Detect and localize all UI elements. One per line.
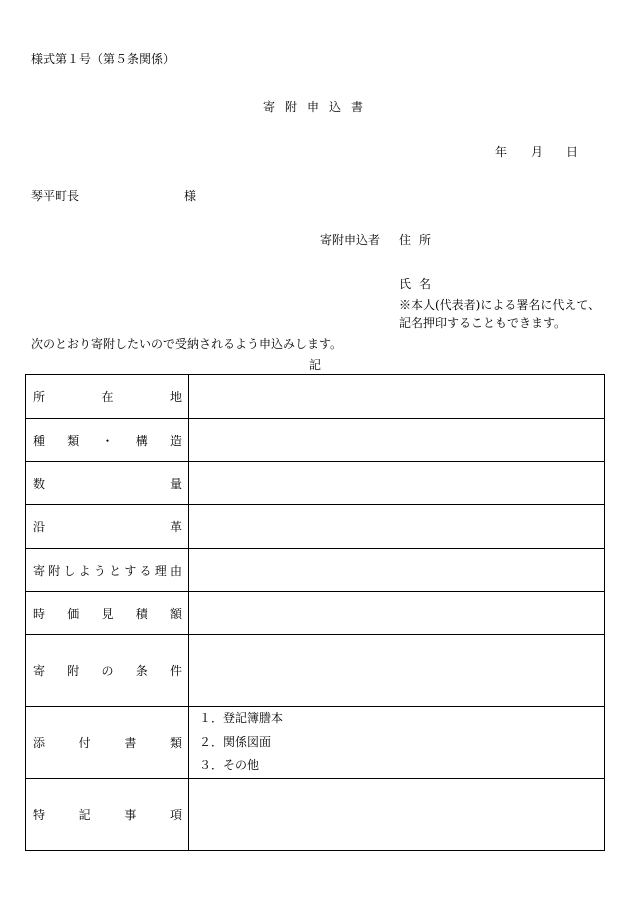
- row-label-history: [33, 518, 182, 535]
- label-char: 量: [169, 476, 182, 491]
- signature-note-line-2: 記名押印することもできます。: [399, 316, 567, 330]
- row-label-special-notes: [33, 806, 182, 823]
- table-row-special-notes: [26, 778, 605, 850]
- label-char: う: [93, 563, 106, 578]
- label-char: 所: [33, 390, 46, 404]
- row-label-reason: [33, 562, 182, 579]
- label-char: 付: [78, 735, 91, 750]
- table-row-type-structure: [26, 419, 605, 462]
- label-char: 価: [67, 606, 80, 621]
- addressee-name: 琴平町長: [31, 189, 80, 203]
- quantity-field[interactable]: [189, 462, 605, 505]
- label-char: 構: [135, 433, 148, 448]
- label-char: す: [124, 563, 137, 578]
- special-notes-field[interactable]: [189, 778, 605, 850]
- row-label-cell: [26, 592, 189, 635]
- label-char: 造: [169, 433, 182, 448]
- row-label-market-value: [33, 605, 182, 622]
- label-char: 時: [33, 606, 46, 621]
- table-row-quantity: [26, 462, 605, 505]
- label-char: 事: [124, 807, 137, 822]
- label-char: 条: [135, 664, 148, 678]
- table-row-reason: [26, 549, 605, 592]
- row-label-location: [33, 388, 182, 405]
- applicant-label: 寄附申込者: [320, 233, 381, 247]
- label-char: 地: [169, 390, 182, 404]
- label-char: 在: [101, 390, 114, 404]
- label-char: ・: [101, 433, 114, 448]
- row-label-cell: [26, 778, 189, 850]
- label-char: 書: [124, 735, 137, 750]
- date-day-label: 日: [566, 145, 579, 159]
- row-label-cell: [26, 707, 189, 779]
- record-label: 記: [309, 358, 322, 372]
- conditions-field[interactable]: [189, 635, 605, 707]
- label-char: 寄: [33, 563, 46, 578]
- label-char: し: [63, 563, 76, 578]
- label-char: の: [101, 664, 114, 678]
- address-label: 住所: [399, 233, 440, 247]
- label-char: よ: [78, 563, 91, 578]
- label-char: 革: [169, 520, 182, 534]
- label-char: と: [109, 563, 122, 578]
- label-char: 由: [169, 563, 182, 578]
- label-char: 理: [154, 563, 167, 578]
- row-label-cell: [26, 635, 189, 707]
- row-label-cell: [26, 419, 189, 462]
- label-char: 特: [33, 807, 46, 822]
- row-label-attachments: [33, 734, 182, 751]
- label-char: 件: [169, 664, 182, 678]
- label-char: 見: [101, 606, 114, 621]
- type-structure-field[interactable]: [189, 419, 605, 462]
- label-char: 寄: [33, 664, 46, 678]
- row-label-type-structure: [33, 432, 182, 449]
- label-char: る: [139, 563, 152, 578]
- name-label: 氏名: [399, 277, 440, 291]
- label-char: 沿: [33, 520, 46, 534]
- table-row-location: [26, 375, 605, 419]
- donation-details-table: [25, 374, 605, 851]
- addressee-honorific: 様: [184, 189, 197, 203]
- attachment-item: ２．関係図面: [199, 734, 272, 749]
- table-row-market-value: [26, 592, 605, 635]
- form-title: 寄附申込書: [263, 100, 374, 114]
- row-label-cell: [26, 505, 189, 549]
- table-row-attachments: [26, 707, 605, 779]
- row-label-cell: [26, 375, 189, 419]
- form-number: 様式第１号（第５条関係）: [31, 52, 176, 66]
- label-char: 積: [135, 606, 148, 621]
- label-char: 数: [33, 476, 46, 491]
- label-char: 額: [169, 606, 182, 621]
- row-label-cell: [26, 462, 189, 505]
- label-char: 添: [33, 735, 46, 750]
- label-char: 項: [169, 807, 182, 822]
- date-month-label: 月: [531, 145, 544, 159]
- attachments-list: [189, 707, 605, 779]
- attachment-item: ３．その他: [199, 758, 260, 772]
- label-char: 附: [48, 563, 61, 578]
- location-field[interactable]: [189, 375, 605, 419]
- table-row-history: [26, 505, 605, 549]
- label-char: 類: [67, 433, 80, 448]
- table-row-conditions: [26, 635, 605, 707]
- label-char: 類: [169, 735, 182, 750]
- row-label-quantity: [33, 475, 182, 492]
- label-char: 種: [33, 433, 46, 448]
- label-char: 記: [78, 807, 91, 822]
- date-year-label: 年: [495, 145, 508, 159]
- row-label-conditions: [33, 662, 182, 679]
- market-value-field[interactable]: [189, 592, 605, 635]
- row-label-cell: [26, 549, 189, 592]
- reason-field[interactable]: [189, 549, 605, 592]
- history-field[interactable]: [189, 505, 605, 549]
- attachment-item: １．登記簿謄本: [199, 711, 284, 725]
- signature-note-line-1: ※本人(代表者)による署名に代えて、: [399, 298, 601, 312]
- label-char: 附: [67, 664, 80, 678]
- intro-text: 次のとおり寄附したいので受納されるよう申込みします。: [31, 337, 343, 351]
